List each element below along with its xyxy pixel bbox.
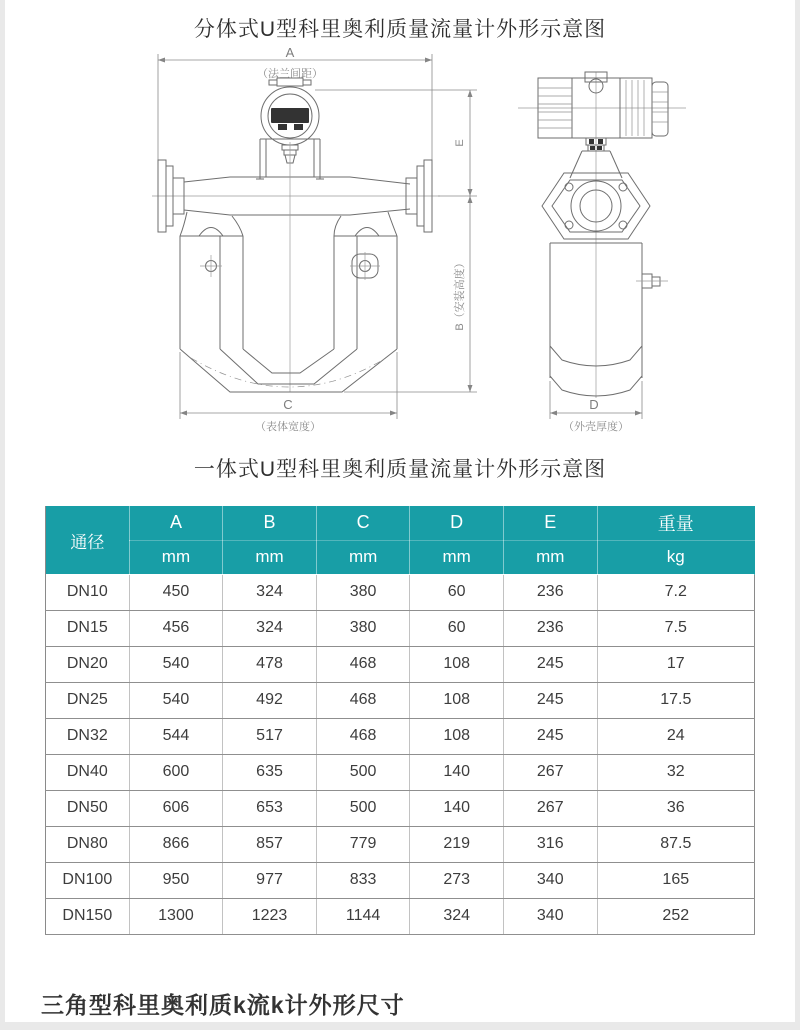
spec-table-container xyxy=(45,506,755,935)
table-cell: 478 xyxy=(223,646,317,682)
header-cell-name-5: 重量 xyxy=(597,506,754,540)
table-row xyxy=(46,898,755,934)
table-cell: 267 xyxy=(503,790,597,826)
table-cell: 833 xyxy=(316,862,410,898)
dim-a-note: （法兰间距） xyxy=(257,68,323,80)
dim-d-note: （外壳厚度） xyxy=(563,421,629,433)
enclosure-side-body xyxy=(550,243,668,396)
table-cell: DN25 xyxy=(46,682,130,718)
table-cell: 252 xyxy=(597,898,754,934)
table-cell: 245 xyxy=(503,646,597,682)
pipe-and-flanges xyxy=(152,160,440,232)
spec-table-head xyxy=(46,506,755,574)
dim-b-label: B（安装高度） xyxy=(454,257,466,331)
flowmeter-outline-drawing xyxy=(80,46,720,436)
table-cell: 36 xyxy=(597,790,754,826)
table-row xyxy=(46,826,755,862)
table-cell: DN40 xyxy=(46,754,130,790)
table-cell: 236 xyxy=(503,574,597,610)
table-cell: 468 xyxy=(316,646,410,682)
header-cell-name-4: E xyxy=(503,506,597,540)
table-cell: 219 xyxy=(410,826,504,862)
table-cell: 32 xyxy=(597,754,754,790)
table-cell: 468 xyxy=(316,682,410,718)
table-row xyxy=(46,574,755,610)
table-cell: 165 xyxy=(597,862,754,898)
table-cell: 857 xyxy=(223,826,317,862)
dim-d-label: D xyxy=(589,397,599,412)
table-cell: 17 xyxy=(597,646,754,682)
table-row xyxy=(46,862,755,898)
table-cell: 140 xyxy=(410,754,504,790)
title-split-type: 分体式U型科里奥利质量流量计外形示意图 xyxy=(193,18,607,41)
table-cell: 540 xyxy=(129,682,223,718)
header-cell-name-3: D xyxy=(410,506,504,540)
table-cell: 340 xyxy=(503,862,597,898)
table-cell: 236 xyxy=(503,610,597,646)
heading-triangle-type: 三角型科里奥利质k流k计外形尺寸 xyxy=(41,991,405,1018)
table-cell: 245 xyxy=(503,682,597,718)
table-row xyxy=(46,718,755,754)
table-cell: 273 xyxy=(410,862,504,898)
title-integrated-type: 一体式U型科里奥利质量流量计外形示意图 xyxy=(193,458,607,481)
table-row xyxy=(46,610,755,646)
table-cell: 140 xyxy=(410,790,504,826)
table-cell: DN32 xyxy=(46,718,130,754)
table-cell: 468 xyxy=(316,718,410,754)
table-cell: 245 xyxy=(503,718,597,754)
transmitter-side xyxy=(538,72,668,178)
table-cell: DN15 xyxy=(46,610,130,646)
dim-c-label: C xyxy=(283,397,293,412)
u-enclosure xyxy=(180,142,397,392)
table-cell: 517 xyxy=(223,718,317,754)
table-cell: DN80 xyxy=(46,826,130,862)
table-cell: 635 xyxy=(223,754,317,790)
table-row xyxy=(46,790,755,826)
table-cell: 7.5 xyxy=(597,610,754,646)
dim-a-label: A xyxy=(285,46,295,60)
header-cell-unit-3: mm xyxy=(410,540,504,574)
table-cell: 456 xyxy=(129,610,223,646)
table-cell: 492 xyxy=(223,682,317,718)
header-cell-unit-4: mm xyxy=(503,540,597,574)
table-row xyxy=(46,754,755,790)
side-view-drawing xyxy=(518,72,686,433)
table-cell: 324 xyxy=(223,610,317,646)
table-cell: 977 xyxy=(223,862,317,898)
table-row xyxy=(46,682,755,718)
table-cell: DN20 xyxy=(46,646,130,682)
table-cell: 1300 xyxy=(129,898,223,934)
left-sensor-boss xyxy=(200,255,222,277)
table-cell: 866 xyxy=(129,826,223,862)
table-cell: 779 xyxy=(316,826,410,862)
table-cell: 606 xyxy=(129,790,223,826)
table-cell: 540 xyxy=(129,646,223,682)
table-cell: 267 xyxy=(503,754,597,790)
table-cell: 108 xyxy=(410,682,504,718)
table-cell: 450 xyxy=(129,574,223,610)
table-cell: 340 xyxy=(503,898,597,934)
table-cell: 7.2 xyxy=(597,574,754,610)
dim-c-note: （表体宽度） xyxy=(255,421,321,433)
table-cell: DN150 xyxy=(46,898,130,934)
table-cell: DN100 xyxy=(46,862,130,898)
table-cell: 544 xyxy=(129,718,223,754)
header-cell-name-1: B xyxy=(223,506,317,540)
table-cell: 380 xyxy=(316,574,410,610)
table-cell: 60 xyxy=(410,574,504,610)
table-cell: 316 xyxy=(503,826,597,862)
table-cell: 1223 xyxy=(223,898,317,934)
table-cell: 500 xyxy=(316,790,410,826)
header-cell-diameter: 通径 xyxy=(46,506,130,574)
header-cell-unit-0: mm xyxy=(129,540,223,574)
dim-e-label: E xyxy=(454,139,466,147)
table-cell: 108 xyxy=(410,718,504,754)
table-cell: 24 xyxy=(597,718,754,754)
right-sensor-boss xyxy=(350,252,380,280)
header-cell-unit-1: mm xyxy=(223,540,317,574)
header-cell-name-2: C xyxy=(316,506,410,540)
table-cell: 17.5 xyxy=(597,682,754,718)
table-cell: DN10 xyxy=(46,574,130,610)
table-cell: 653 xyxy=(223,790,317,826)
header-cell-name-0: A xyxy=(129,506,223,540)
front-view-drawing xyxy=(152,46,477,433)
table-cell: 1144 xyxy=(316,898,410,934)
table-cell: 600 xyxy=(129,754,223,790)
document-page xyxy=(5,0,795,1022)
header-cell-unit-2: mm xyxy=(316,540,410,574)
table-row xyxy=(46,646,755,682)
header-cell-unit-5: kg xyxy=(597,540,754,574)
table-cell: 87.5 xyxy=(597,826,754,862)
spec-table-body xyxy=(46,574,755,934)
table-cell: 60 xyxy=(410,610,504,646)
table-cell: 500 xyxy=(316,754,410,790)
table-cell: 108 xyxy=(410,646,504,682)
table-cell: 324 xyxy=(410,898,504,934)
table-cell: 324 xyxy=(223,574,317,610)
table-cell: 380 xyxy=(316,610,410,646)
table-cell: DN50 xyxy=(46,790,130,826)
dimension-spec-table xyxy=(45,506,755,935)
table-cell: 950 xyxy=(129,862,223,898)
